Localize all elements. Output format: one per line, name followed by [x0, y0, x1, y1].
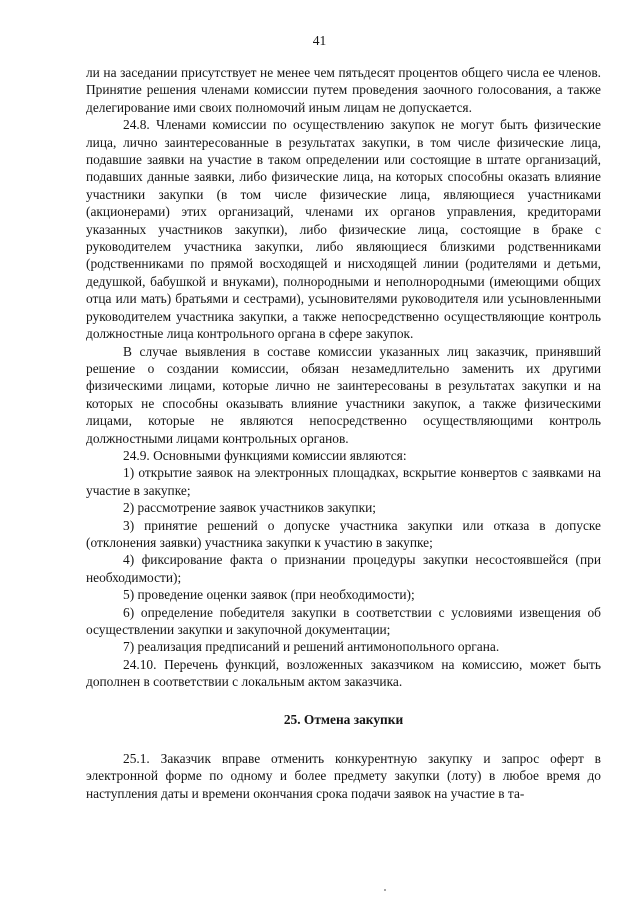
paragraph-25-1: 25.1. Заказчик вправе отменить конкурентную закупку и запрос оферт в электронной форме по одному и более предмету закупки (лоту) в любое время до наступления даты и времени окончания срока подачи заявок на участие в та-	[86, 751, 601, 801]
document-body	[86, 64, 601, 802]
list-item-5: 5) проведение оценки заявок (при необходимости);	[123, 587, 415, 603]
section-heading: 25. Отмена закупки	[283, 711, 404, 727]
paragraph-replacement: В случае выявления в составе комиссии указанных лиц заказчик, принявший решение о создании комиссии, обязан незамедлительно заменить их другими физическими лицами, которые лично не заинтересованы в результатах закупки и на которых не способны оказывать влияние участники закупок, а также физическими лицами, которые не являются непосредственно осуществляющими контроль должностными лицами контрольных органов.	[86, 343, 601, 446]
paragraph-continuation: ли на заседании присутствует не менее чем пятьдесят процентов общего числа ее членов. Принятие решения членами комиссии путем проведения заочного голосования, а также делегирование ими своих полномочий иным лицам не допускается.	[86, 65, 601, 115]
paragraph-24-8: 24.8. Членами комиссии по осуществлению закупок не могут быть физические лица, лично заинтересованные в результатах закупки, в том числе физические лица, подавшие заявки на участие в таком определении или состоящие в штате организаций, подавших данные заявки, либо физические лица, на которых способны оказать влияние участники закупки (в том числе физические лица, являющиеся участниками (акционерами) этих организаций, членами их органов управления, кредиторами указанных участников закупки), либо физические лица, состоящие в браке с руководителем участника закупки, либо являющиеся близкими родственниками (родственниками по прямой восходящей и нисходящей линии (родителями и детьми, дедушкой, бабушкой и внуками), полнородными и неполнородными (имеющими общих отца или мать) братьями и сестрами), усыновителями руководителя или усыновленными руководителем участника закупки, а также непосредственно осуществляющие контроль должностные лица контрольного органа в сфере закупок.	[86, 117, 601, 342]
list-item-4: 4) фиксирование факта о признании процедуры закупки несостоявшейся (при необходимости);	[86, 552, 601, 585]
page-number: 41	[312, 33, 327, 48]
list-item-1: 1) открытие заявок на электронных площадках, вскрытие конвертов с заявками на участие в закупке;	[86, 465, 601, 498]
list-item-7: 7) реализация предписаний и решений антимонопольного органа.	[123, 639, 500, 655]
scan-speck	[384, 889, 386, 891]
paragraph-24-9: 24.9. Основными функциями комиссии являются:	[123, 447, 407, 463]
list-item-3: 3) принятие решений о допуске участника закупки или отказа в допуске (отклонения заявки) участника закупки к участию в закупке;	[86, 517, 601, 550]
list-item-2: 2) рассмотрение заявок участников закупки;	[123, 500, 376, 516]
paragraph-24-10: 24.10. Перечень функций, возложенных заказчиком на комиссию, может быть дополнен в соответствии с локальным актом заказчика.	[86, 656, 601, 690]
list-item-6: 6) определение победителя закупки в соответствии с условиями извещения об осуществлении закупки и закупочной документации;	[86, 604, 601, 637]
